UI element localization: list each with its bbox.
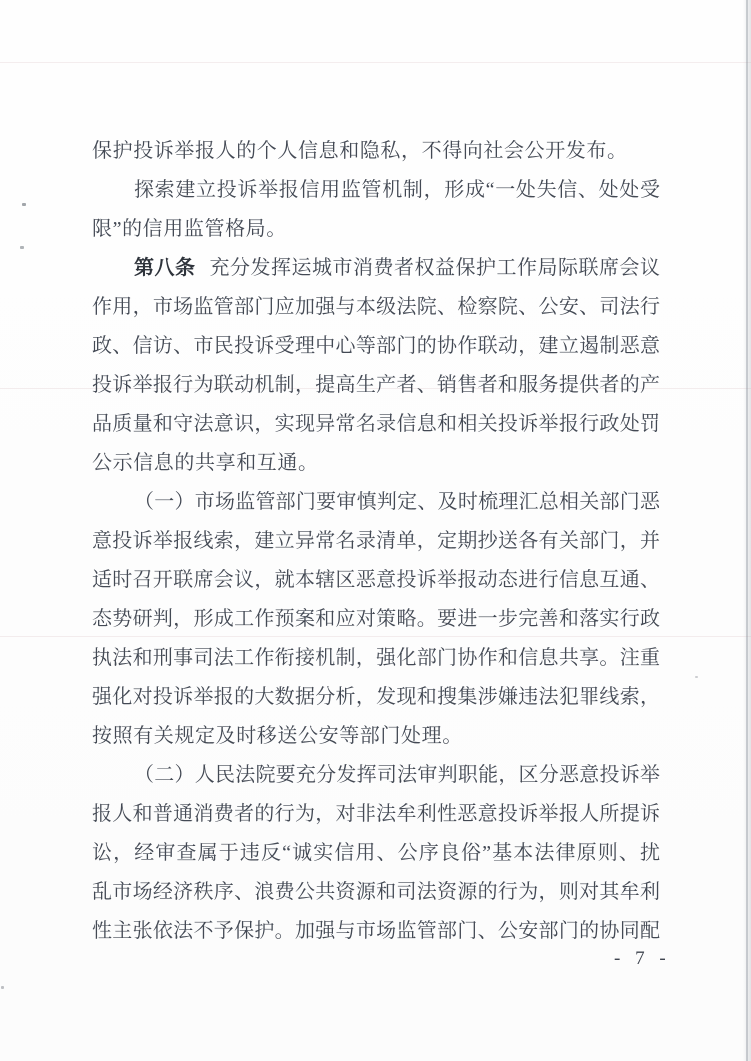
document-line: 投诉举报行为联动机制，提高生产者、销售者和服务提供者的产	[92, 374, 660, 396]
page-number: - 7 -	[614, 948, 671, 969]
document-line: （一）市场监管部门要审慎判定、及时梳理汇总相关部门恶	[134, 491, 660, 513]
document-line: 执法和刑事司法工作衔接机制，强化部门协作和信息共享。注重	[92, 647, 660, 669]
scan-speck	[20, 246, 24, 249]
document-body	[92, 132, 660, 951]
document-line: 按照有关规定及时移送公安等部门处理。	[92, 725, 463, 747]
document-line-article-heading	[92, 249, 660, 288]
document-line: 政、信访、市民投诉受理中心等部门的协作联动，建立遏制恶意	[92, 335, 660, 357]
scan-artifact-line	[0, 62, 751, 63]
document-line: 讼，经审查属于违反“诚实信用、公序良俗”基本法律原则、扰	[92, 842, 660, 864]
article-heading-text: 充分发挥运城市消费者权益保护工作局际联席会议	[209, 257, 660, 279]
scan-speck	[695, 676, 698, 678]
document-line: 意投诉举报线索，建立异常名录清单，定期抄送各有关部门，并	[92, 530, 660, 552]
document-line: 保护投诉举报人的个人信息和隐私，不得向社会公开发布。	[92, 140, 628, 162]
document-line: （二）人民法院要充分发挥司法审判职能，区分恶意投诉举	[134, 764, 660, 786]
document-line: 限”的信用监管格局。	[92, 218, 287, 240]
document-line: 报人和普通消费者的行为，对非法牟利性恶意投诉举报人所提诉	[92, 803, 660, 825]
document-line: 适时召开联席会议，就本辖区恶意投诉举报动态进行信息互通、	[92, 569, 660, 591]
document-line: 作用，市场监管部门应加强与本级法院、检察院、公安、司法行	[92, 296, 660, 318]
document-line: 探索建立投诉举报信用监管机制，形成“一处失信、处处受	[134, 179, 660, 201]
document-line: 品质量和守法意识，实现异常名录信息和相关投诉举报行政处罚	[92, 413, 660, 435]
scan-speck	[22, 203, 26, 206]
document-line: 强化对投诉举报的大数据分析，发现和搜集涉嫌违法犯罪线索，	[92, 686, 660, 708]
document-line: 态势研判，形成工作预案和应对策略。要进一步完善和落实行政	[92, 608, 660, 630]
document-line: 性主张依法不予保护。加强与市场监管部门、公安部门的协同配	[92, 920, 660, 942]
document-line: 公示信息的共享和互通。	[92, 452, 319, 474]
scan-edge-line	[746, 0, 748, 1061]
article-number-label: 第八条	[134, 257, 196, 279]
document-line: 乱市场经济秩序、浪费公共资源和司法资源的行为，则对其牟利	[92, 881, 660, 903]
scan-speck	[1, 986, 4, 989]
